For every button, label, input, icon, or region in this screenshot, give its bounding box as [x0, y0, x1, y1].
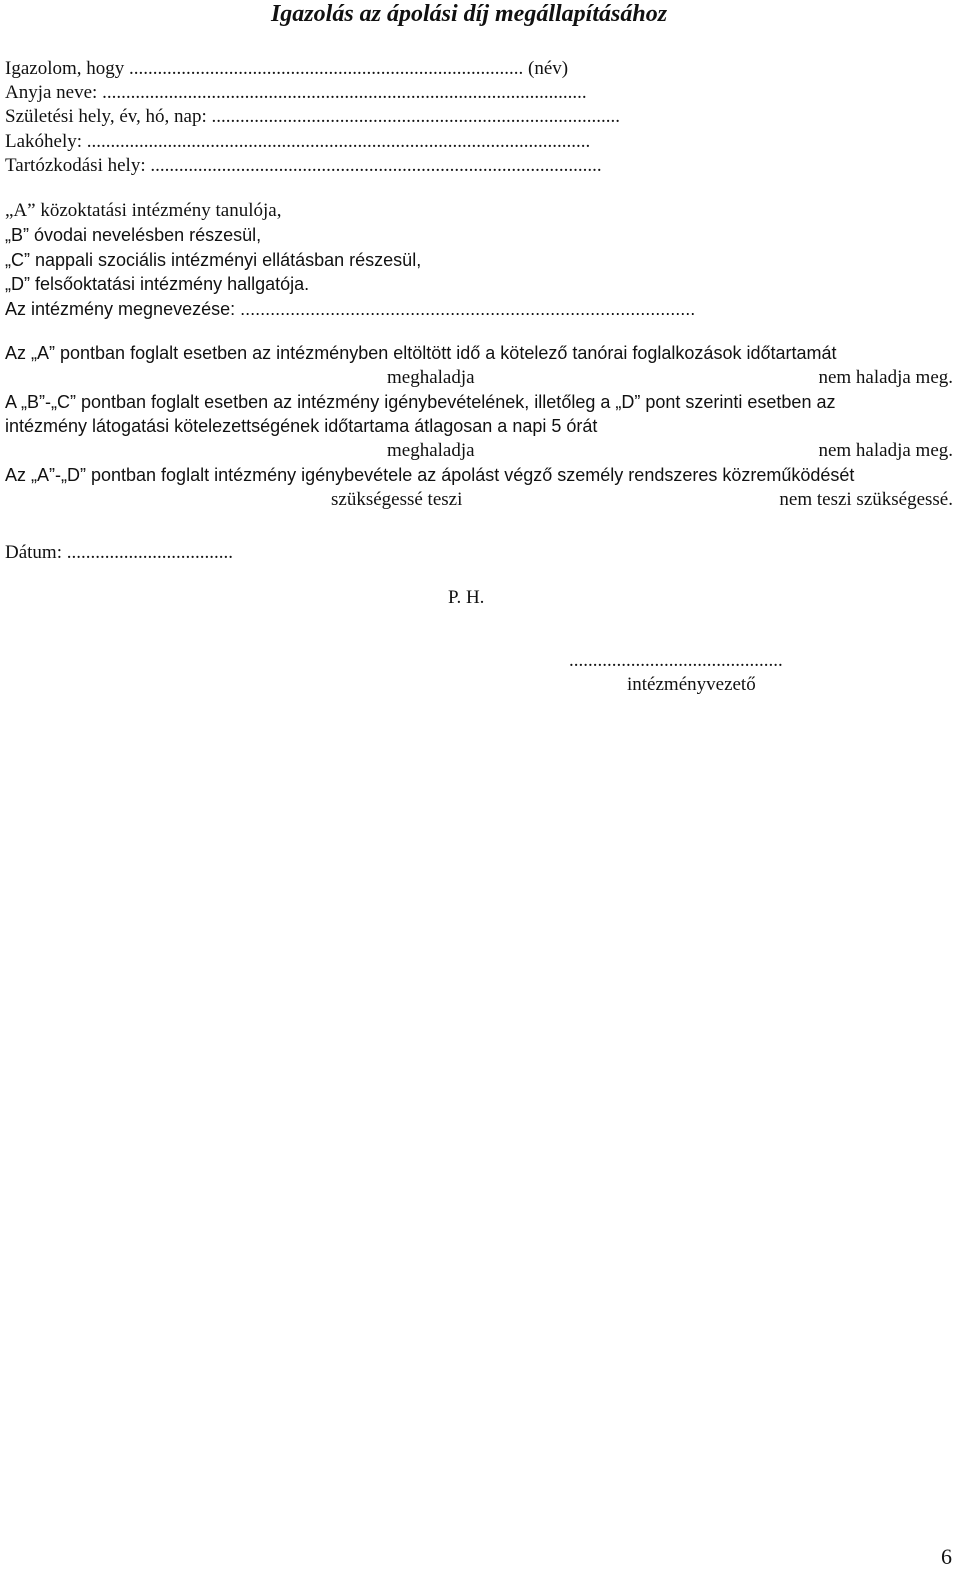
field-birth-data: Születési hely, év, hó, nap: ...................................................................................... [5, 106, 620, 127]
option-b: „B” óvodai nevelésben részesül, [5, 225, 262, 245]
statement-3-choice-necessary: szükségessé teszi [331, 489, 463, 510]
field-mother-name: Anyja neve: ...................................................................................................... [5, 82, 587, 103]
document-title: Igazolás az ápolási díj megállapításához [270, 1, 668, 27]
signature-label: intézményvezető [627, 674, 756, 695]
field-stay-place: Tartózkodási hely: ............................................................................................... [5, 155, 602, 176]
statement-3-choice-not-necessary: nem teszi szükségessé. [779, 489, 953, 510]
stamp-placeholder: P. H. [448, 587, 485, 608]
statement-2-choice-not-exceeds: nem haladja meg. [818, 440, 953, 461]
statement-2-line-1: A „B”-„C” pontban foglalt esetben az intézmény igénybevételének, illetőleg a „D” pont szerinti esetben az [5, 392, 836, 412]
option-d: „D” felsőoktatási intézmény hallgatója. [5, 274, 310, 294]
date-field: Dátum: ................................... [5, 542, 233, 563]
option-a: „A” közoktatási intézmény tanulója, [5, 200, 282, 221]
option-c: „C” nappali szociális intézményi ellátásban részesül, [5, 250, 422, 270]
field-residence: Lakóhely: .......................................................................................................... [5, 131, 591, 152]
statement-1-choice-exceeds: meghaladja [387, 367, 475, 388]
statement-3-text: Az „A”-„D” pontban foglalt intézmény igénybevétele az ápolást végző személy rendszeres közreműködését [5, 465, 855, 485]
institution-name-field: Az intézmény megnevezése: ........................................................................................... [5, 299, 696, 319]
page-number: 6 [941, 1544, 952, 1569]
statement-2-line-2: intézmény látogatási kötelezettségének időtartama átlagosan a napi 5 órát [5, 416, 598, 436]
statement-2-choice-exceeds: meghaladja [387, 440, 475, 461]
field-name: Igazolom, hogy ................................................................................... (név) [5, 58, 569, 79]
signature-line: ............................................. [569, 650, 783, 671]
statement-1-text: Az „A” pontban foglalt esetben az intézményben eltöltött idő a kötelező tanórai foglalkozások időtartamát [5, 343, 837, 363]
statement-1-choice-not-exceeds: nem haladja meg. [818, 367, 953, 388]
